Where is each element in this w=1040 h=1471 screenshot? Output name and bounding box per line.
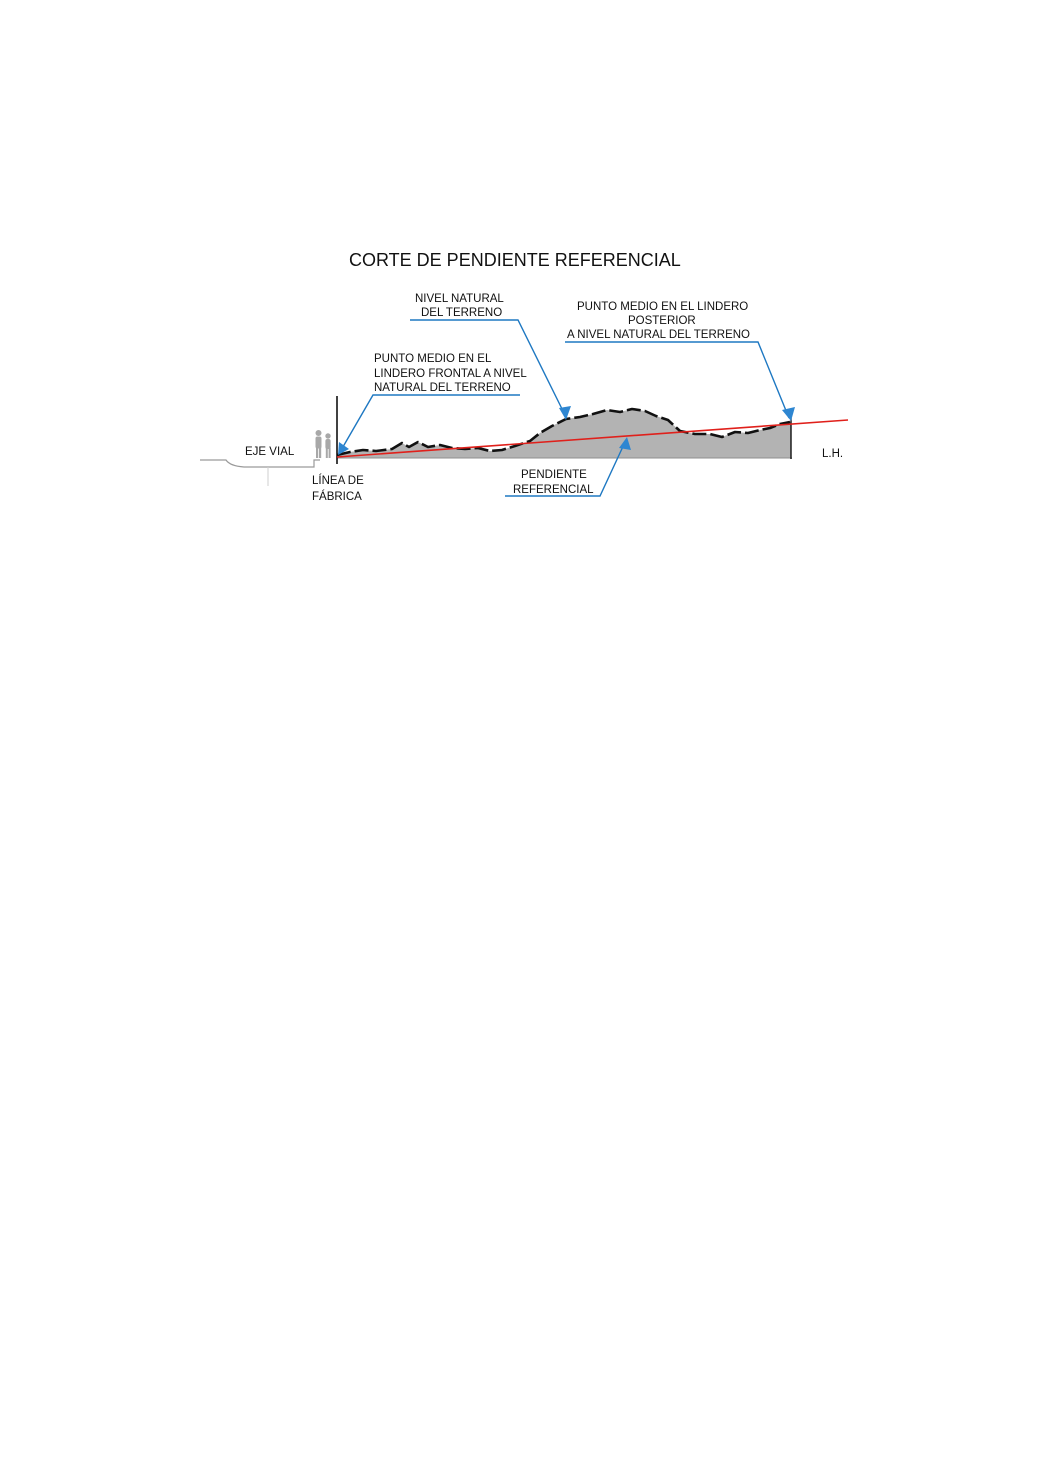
label-linea-fabrica-2: FÁBRICA [312, 491, 362, 503]
leader-punto-posterior [565, 342, 789, 418]
label-nivel-natural-2: DEL TERRENO [421, 307, 503, 319]
label-punto-posterior-1: PUNTO MEDIO EN EL LINDERO [577, 301, 749, 313]
road-surface [200, 460, 320, 467]
label-pendiente-1: PENDIENTE [521, 469, 587, 481]
label-nivel-natural-1: NIVEL NATURAL [415, 293, 504, 305]
label-linea-fabrica-1: LÍNEA DE [312, 475, 364, 487]
label-pendiente-2: REFERENCIAL [513, 484, 594, 496]
diagram-title: CORTE DE PENDIENTE REFERENCIAL [349, 250, 681, 270]
label-punto-frontal-3: NATURAL DEL TERRENO [374, 382, 511, 394]
label-lh: L.H. [822, 448, 844, 460]
label-punto-posterior-3: A NIVEL NATURAL DEL TERRENO [567, 329, 750, 341]
arrow-punto-posterior-icon [782, 407, 795, 421]
leader-punto-frontal [340, 395, 520, 452]
person-figures [316, 430, 331, 458]
label-eje-vial: EJE VIAL [245, 446, 295, 458]
label-punto-posterior-2: POSTERIOR [628, 315, 696, 327]
label-punto-frontal-2: LINDERO FRONTAL A NIVEL [374, 368, 527, 380]
label-punto-frontal-1: PUNTO MEDIO EN EL [374, 353, 492, 365]
